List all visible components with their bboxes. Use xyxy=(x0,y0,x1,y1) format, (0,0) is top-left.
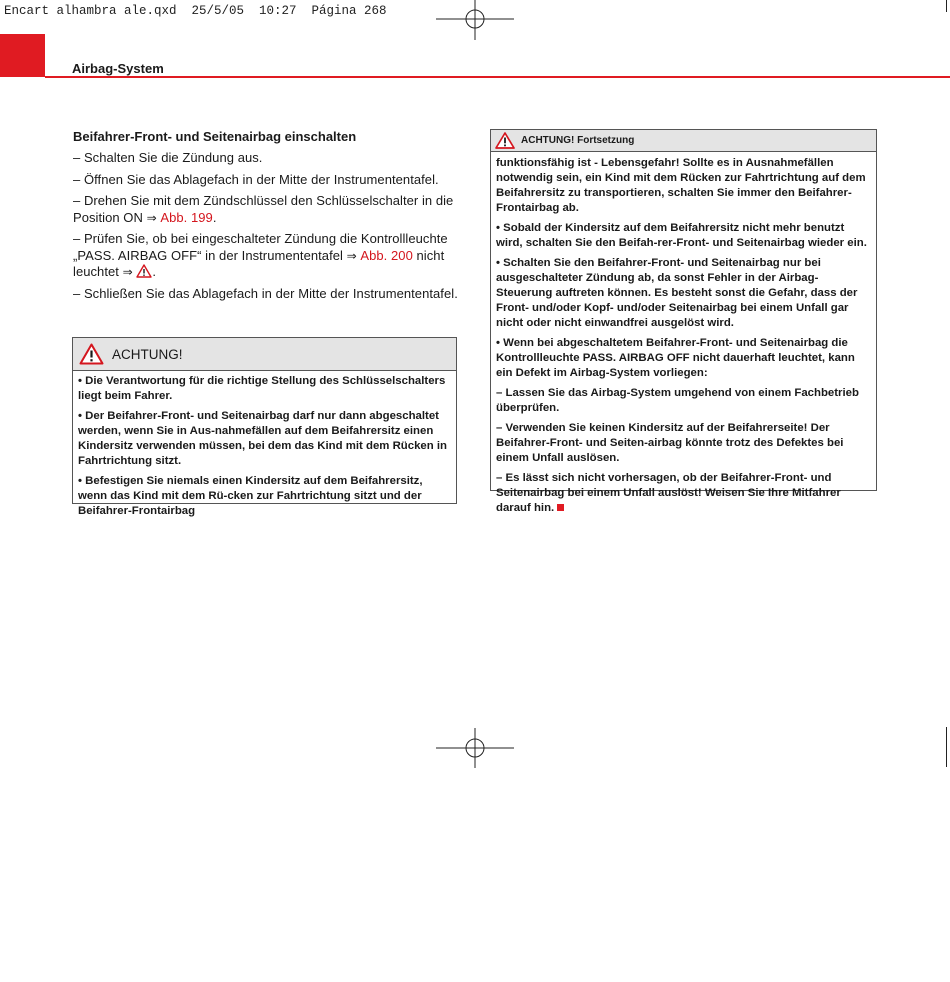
warning-box xyxy=(72,337,457,517)
header-rule xyxy=(45,76,950,78)
cross-reference-arrow: ⇒ xyxy=(146,210,157,225)
warning-continuation-box xyxy=(490,129,877,514)
crop-mark xyxy=(946,727,947,767)
cross-reference-arrow: ⇒ xyxy=(122,265,133,279)
warning-item: – Es lässt sich nicht vorhersagen, ob der Beifahrer-Front- und Seitenairbag bei einem Unfall auslöst! Weisen Sie Ihre Mitfahrer darauf hin. xyxy=(496,472,841,514)
warning-item: • Wenn bei abgeschaltetem Beifahrer-Front- und Seitenairbag die Kontrollleuchte PASS. AIRBAG OFF nicht dauerhaft leuchtet, kann ein Defekt im Airbag-System vorliegen: xyxy=(496,337,855,379)
warning-item: – Lassen Sie das Airbag-System umgehend von einem Fachbetrieb überprüfen. xyxy=(496,387,859,414)
warning-item: • Die Verantwortung für die richtige Stellung des Schlüsselschalters liegt beim Fahrer. xyxy=(78,375,446,402)
warning-item: • Sobald der Kindersitz auf dem Beifahrersitz nicht mehr benutzt wird, schalten Sie den Beifah-rer-Front- und Seitenairbag wieder ein. xyxy=(496,222,867,249)
warning-continuation-body xyxy=(491,152,876,516)
warning-item: – Verwenden Sie keinen Kindersitz auf der Beifahrerseite! Der Beifahrer-Front- und Seiten-airbag könnte trotz des Defektes bei einem Unfall auslösen. xyxy=(496,422,844,464)
registration-mark-icon xyxy=(436,728,514,768)
warning-item: • Befestigen Sie niemals einen Kindersitz auf dem Beifahrersitz, wenn das Kind mit dem Rü-cken zur Fahrtrichtung sitzt und der Beifahrer-Frontairbag xyxy=(78,475,423,517)
section-heading: Beifahrer-Front- und Seitenairbag einschalten xyxy=(73,129,357,144)
instruction-step: – Drehen Sie mit dem Zündschlüssel den Schlüsselschalter in die Position ON ⇒ Abb. 199. xyxy=(73,193,454,225)
warning-continuation-title: ACHTUNG! Fortsetzung xyxy=(521,135,635,146)
warning-item: funktionsfähig ist - Lebensgefahr! Sollte es in Ausnahmefällen notwendig sein, ein Kind mit dem Rücken zur Fahrtrichtung auf dem Beifahrersitz zu transportieren, schalten Sie immer den Beifahrer-Frontairbag ab. xyxy=(496,157,866,214)
instruction-step: – Schließen Sie das Ablagefach in der Mitte der Instrumententafel. xyxy=(73,285,458,301)
warning-continuation-header xyxy=(491,130,876,152)
instruction-step: – Prüfen Sie, ob bei eingeschalteter Zündung die Kontrollleuchte „PASS. AIRBAG OFF“ in der Instrumententafel ⇒ Abb. 200 nicht leuchtet ⇒ . xyxy=(73,231,448,279)
warning-title: ACHTUNG! xyxy=(112,346,183,362)
warning-triangle-icon xyxy=(79,343,104,365)
figure-reference-link[interactable]: Abb. 199 xyxy=(160,209,213,225)
instructions-column xyxy=(73,128,458,307)
registration-mark-icon xyxy=(436,0,514,40)
warning-item: • Der Beifahrer-Front- und Seitenairbag darf nur dann abgeschaltet werden, wenn Sie in Aus-nahmefällen auf dem Beifahrersitz einen Kindersitz verwenden müssen, bei dem das Kind mit dem Rücken in Fahrtrichtung sitzt. xyxy=(78,410,448,467)
print-slug-line: Encart alhambra ale.qxd 25/5/05 10:27 Página 268 xyxy=(4,4,387,18)
crop-mark xyxy=(946,0,947,12)
instruction-step: – Schalten Sie die Zündung aus. xyxy=(73,150,263,165)
warning-triangle-icon[interactable] xyxy=(136,264,152,278)
cross-reference-arrow: ⇒ xyxy=(346,248,357,263)
warning-item: • Schalten Sie den Beifahrer-Front- und Seitenairbag nur bei ausgeschalteter Zündung ab, da sonst Fehler in der Airbag-Steuerung auftreten können. Es besteht sonst die Gefahr, dass der Front- und/oder Kopf- und/oder Seitenairbag bei einem Unfall gar nicht oder nicht einwandfrei ausgelöst wird. xyxy=(496,257,858,329)
page-section-title: Airbag-System xyxy=(72,61,164,76)
warning-box-header xyxy=(73,338,456,371)
warning-body xyxy=(73,371,456,519)
chapter-color-tab xyxy=(0,34,45,77)
end-of-section-square-icon xyxy=(557,504,564,511)
instruction-step: – Öffnen Sie das Ablagefach in der Mitte der Instrumententafel. xyxy=(73,171,439,187)
warning-triangle-icon xyxy=(495,132,515,149)
figure-reference-link[interactable]: Abb. 200 xyxy=(360,247,413,263)
